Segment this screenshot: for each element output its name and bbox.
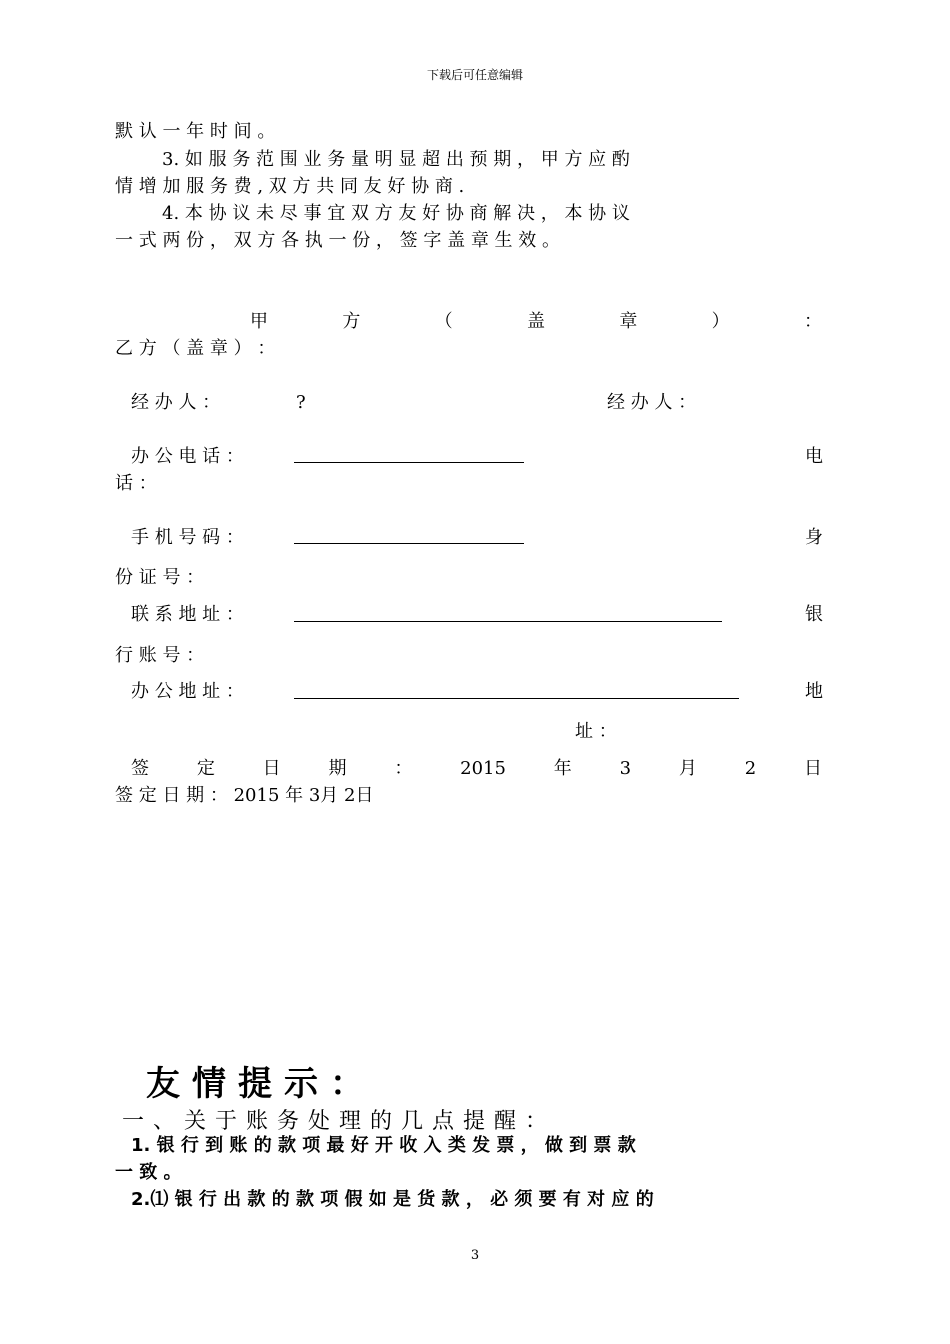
office-phone-label: 办 公 电 话 ： xyxy=(131,446,244,467)
handler-a-label: 经 办 人 ： xyxy=(131,392,221,413)
page-header: 下载后可任意编辑 xyxy=(426,68,523,82)
handler-b-label: 经 办 人 ： xyxy=(607,392,697,413)
party-a-seal xyxy=(250,308,822,335)
sign-date-b: 签 定 日 期 ： 2015 年 3月 2日 xyxy=(115,785,374,806)
tips-title: 友情提示： xyxy=(146,1064,376,1104)
page-number: 3 xyxy=(470,1248,480,1263)
party-b-seal: 乙 方 （ 盖 章 ） ： xyxy=(115,338,276,359)
party-a-seal-part: 甲 xyxy=(250,311,268,332)
sign-date-a-part: 年 xyxy=(553,758,572,779)
party-a-seal-part: ） xyxy=(711,311,730,332)
address-b-label-part2: 址 ： xyxy=(575,721,617,742)
sign-date-a-part: 3 xyxy=(619,758,632,779)
sign-date-a-part: 期 xyxy=(328,758,347,779)
sign-date-a-part: 2015 xyxy=(460,758,506,779)
mobile-line xyxy=(294,543,524,544)
contact-address-line xyxy=(294,621,722,622)
sign-date-a-part: 签 xyxy=(131,758,149,779)
party-a-seal-part: （ xyxy=(434,311,453,332)
sign-date-a-part: 日 xyxy=(804,758,822,779)
party-a-seal-part: 方 xyxy=(342,311,361,332)
clause-3-line2: 情 增 加 服 务 费 , 双 方 共 同 友 好 协 商 . xyxy=(115,176,465,197)
office-address-line xyxy=(294,698,739,699)
party-a-seal-part: 盖 xyxy=(526,311,545,332)
office-address-label: 办 公 地 址 ： xyxy=(131,681,244,702)
phone-b-label-part2: 话 ： xyxy=(115,473,157,494)
office-phone-line xyxy=(294,462,524,463)
party-a-seal-part: 章 xyxy=(619,311,638,332)
sign-date-a-part: 月 xyxy=(678,758,697,779)
tips-section-heading: 一、关于账务处理的几点提醒： xyxy=(122,1109,557,1134)
sign-date-a-part: 日 xyxy=(262,758,281,779)
clause-4-line2: 一 式 两 份 ， 双 方 各 执 一 份 ， 签 字 盖 章 生 效 。 xyxy=(115,230,560,251)
bank-b-label-part1: 银 xyxy=(805,604,823,625)
party-a-seal-part: ： xyxy=(803,311,822,332)
contact-address-label: 联 系 地 址 ： xyxy=(131,604,244,625)
clause-3-line1: 3. 如 服 务 范 围 业 务 量 明 显 超 出 预 期 ， 甲 方 应 酌 xyxy=(162,149,630,170)
bank-b-label-part2: 行 账 号 ： xyxy=(115,645,205,666)
phone-b-label-part1: 电 xyxy=(805,446,823,467)
id-b-label-part1: 身 xyxy=(805,527,823,548)
id-b-label-part2: 份 证 号 ： xyxy=(115,567,205,588)
mobile-label: 手 机 号 码 ： xyxy=(131,527,244,548)
sign-date-a-part: ： xyxy=(394,758,413,779)
clause-continuation: 默 认 一 年 时 间 。 xyxy=(115,121,276,142)
tips-item-1-line1: 1. 银 行 到 账 的 款 项 最 好 开 收 入 类 发 票 ， 做 到 票 款 xyxy=(131,1135,636,1156)
tips-item-2-line1: 2.⑴ 银 行 出 款 的 款 项 假 如 是 货 款 ， 必 须 要 有 对 应 的 xyxy=(131,1189,654,1210)
handler-a-value: ? xyxy=(296,392,306,413)
tips-item-1-line2: 一 致 。 xyxy=(115,1162,182,1183)
sign-date-a xyxy=(131,755,822,782)
clause-4-line1: 4. 本 协 议 未 尽 事 宜 双 方 友 好 协 商 解 决 ， 本 协 议 xyxy=(162,203,630,224)
sign-date-a-part: 定 xyxy=(196,758,215,779)
sign-date-a-part: 2 xyxy=(744,758,757,779)
address-b-label-part1: 地 xyxy=(805,681,823,702)
